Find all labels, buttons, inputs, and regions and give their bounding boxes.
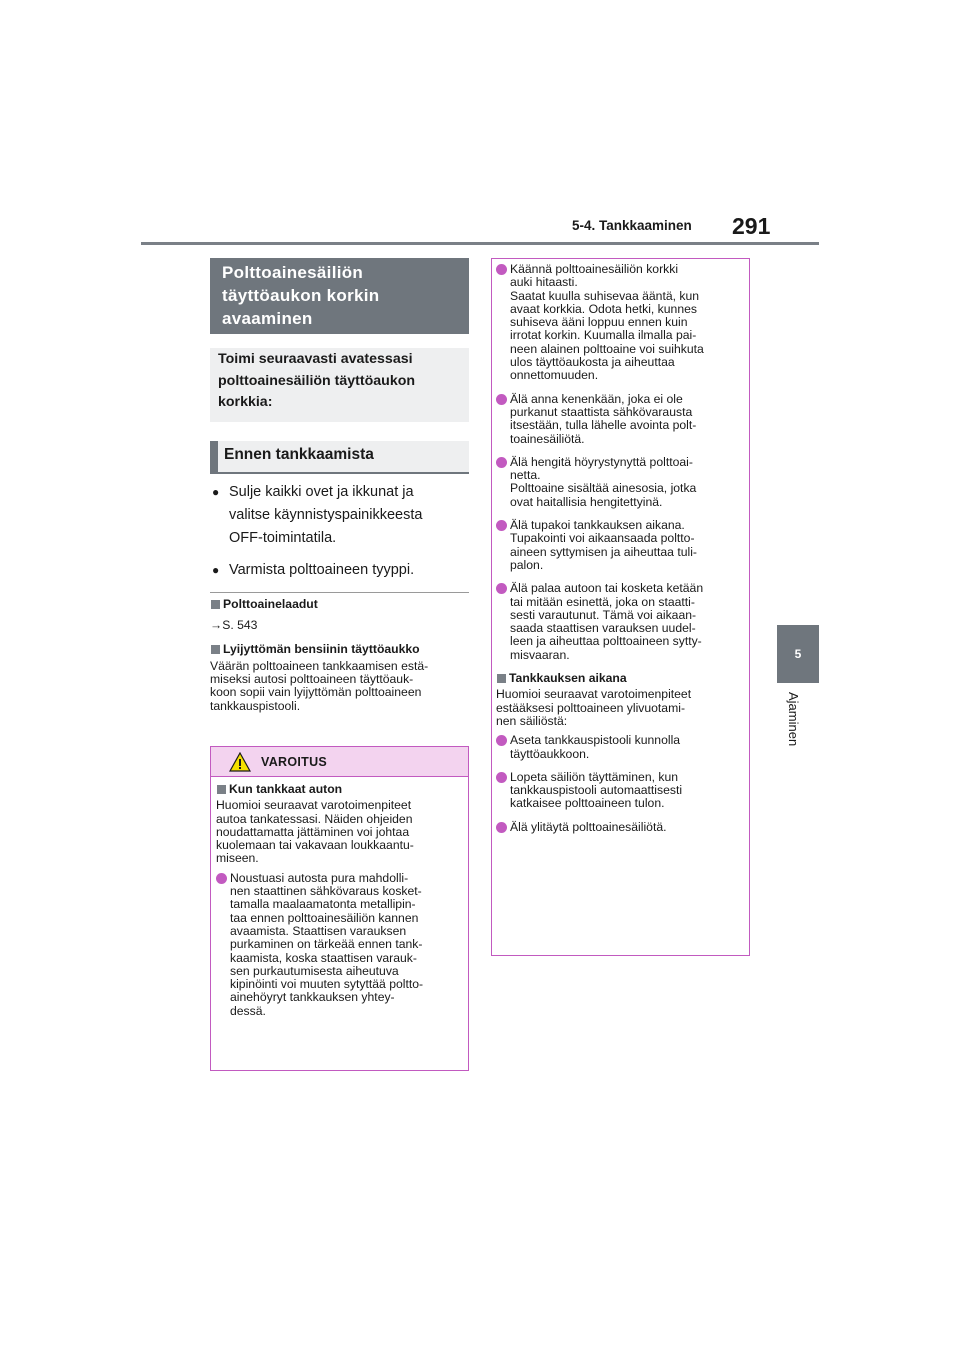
step-list xyxy=(212,481,470,591)
warning-line: ulos täyttöaukosta ja aiheuttaa xyxy=(510,355,675,370)
list-item xyxy=(212,481,470,550)
step-line: OFF-toimintatila. xyxy=(229,530,337,546)
note-heading: Lyijyttömän bensiinin täyttöaukko xyxy=(210,643,470,656)
warning-line: taa ennen polttoainesäiliön kannen xyxy=(230,910,419,925)
warning-bullet xyxy=(496,734,745,761)
bullet-dot-icon xyxy=(496,583,507,594)
warning-line: sesti varautunut. Tämä voi aikaan- xyxy=(510,607,697,622)
warning-line: Älä hengitä höyrystynyttä polttoai- xyxy=(510,454,693,469)
chapter-label: Ajaminen xyxy=(786,692,801,747)
warning-line: tai mitään esinettä, joka on staatti- xyxy=(510,594,695,609)
warning-line: netta. xyxy=(510,468,541,483)
warning-line: auki hitaasti. xyxy=(510,275,578,290)
warning-line: ovat haitallisia hengitettyinä. xyxy=(510,494,663,509)
bullet-dot-icon xyxy=(496,772,507,783)
warning-bullet xyxy=(496,771,745,811)
warning-line: kaamista, koska staattisen varauk- xyxy=(230,950,417,965)
step-line: valitse käynnistyspainikkeesta xyxy=(229,507,423,523)
warning-heading: Kun tankkaat auton xyxy=(216,783,464,796)
title-line: täyttöaukon korkin xyxy=(222,286,380,305)
warning-line: Älä ylitäytä polttoainesäiliötä. xyxy=(510,819,667,834)
warning-line: palon. xyxy=(510,557,544,572)
warning-line: katkaisee polttoaineen tulon. xyxy=(510,796,665,811)
warning-line: purkanut staattista sähkövarausta xyxy=(510,404,693,419)
warning-line: Polttoaine sisältää ainesosia, jotka xyxy=(510,481,697,496)
bullet-dot-icon xyxy=(216,873,227,884)
warning-line: noudattamatta jättäminen voi johtaa xyxy=(216,824,410,839)
note-line: koon sopii vain lyijyttömän polttoaineen xyxy=(210,685,422,700)
warning-line: sen purkautumisesta aiheutuva xyxy=(230,963,399,978)
warning-bullet xyxy=(496,519,745,572)
note-line: miseksi autosi polttoaineen täyttöauk- xyxy=(210,672,414,687)
warning-label: VAROITUS xyxy=(261,754,328,769)
warning-line: kuolemaan tai vakavaan loukkaantu- xyxy=(216,838,414,853)
warning-line: tankkauspistooli automaattisesti xyxy=(510,783,683,798)
warning-intro xyxy=(496,688,745,728)
warning-line: aineen syttymisen ja aiheuttaa tuli- xyxy=(510,544,697,559)
warning-bullet xyxy=(496,582,745,662)
section-divider xyxy=(210,592,469,593)
intro-line: polttoainesäiliön täyttöaukon xyxy=(218,372,416,389)
warning-line: Lopeta säiliön täyttäminen, kun xyxy=(510,769,679,784)
warning-box xyxy=(210,746,469,1071)
intro-line: korkkia: xyxy=(218,394,273,410)
warning-line: neen alainen polttoaine voi suihkuta xyxy=(510,341,704,356)
warning-bullet xyxy=(496,393,745,446)
bullet-dot-icon xyxy=(496,394,507,405)
bullet-dot-icon xyxy=(496,520,507,531)
note-line: tankkauspistooli. xyxy=(210,698,301,713)
warning-line: Noustuasi autosta pura mahdolli- xyxy=(230,870,409,885)
bullet-dot-icon xyxy=(496,264,507,275)
warning-line: Aseta tankkauspistooli kunnolla xyxy=(510,733,681,748)
warning-body xyxy=(211,777,468,1018)
title-line: avaaminen xyxy=(222,309,313,328)
warning-line: saada staattisen varauksen uudel- xyxy=(510,621,696,636)
warning-line: miseen. xyxy=(216,851,259,866)
warning-line: Älä tupakoi tankkauksen aikana. xyxy=(510,518,685,533)
warning-line: irrotat korkin. Kuumalla ilmalla pai- xyxy=(510,328,697,343)
chapter-tab: 5 xyxy=(777,625,819,683)
note-text xyxy=(210,660,470,713)
warning-line: itsestään, tulla lähelle avointa polt- xyxy=(510,418,697,433)
warning-line: täyttöaukkoon. xyxy=(510,746,590,761)
section-title: 5-4. Tankkaaminen xyxy=(572,218,692,233)
step-line: ● Varmista polttoaineen tyyppi. xyxy=(229,562,415,578)
warning-line: Käännä polttoainesäiliön korkki xyxy=(510,262,679,276)
notes-section xyxy=(210,598,470,721)
bullet-dot-icon xyxy=(496,822,507,833)
warning-box-continued xyxy=(491,258,750,956)
warning-body xyxy=(492,259,749,834)
warning-line: nen staattinen sähkövaraus kosket- xyxy=(230,884,422,899)
warning-line: avaat korkkia. Odota hetki, kunnes xyxy=(510,301,697,316)
warning-line: Älä anna kenenkään, joka ei ole xyxy=(510,391,683,406)
subheading: Ennen tankkaamista xyxy=(210,441,469,474)
warning-line: estääksesi polttoaineen ylivuotami- xyxy=(496,700,686,715)
warning-line: avaamista. Staattisen varauksen xyxy=(230,923,407,938)
page-reference: →S. 543 xyxy=(210,618,258,633)
note-heading: Polttoainelaadut xyxy=(210,598,470,611)
warning-bullet xyxy=(496,456,745,509)
title-line: Polttoainesäiliön xyxy=(222,263,364,282)
warning-line: ainehöyryt tankkauksen yhtey- xyxy=(230,990,395,1005)
warning-line: tamalla maalaamatonta metallipin- xyxy=(230,897,416,912)
warning-header xyxy=(211,747,468,777)
intro-box xyxy=(210,348,469,422)
warning-line: Huomioi seuraavat varotoimenpiteet xyxy=(216,798,412,813)
page-number: 291 xyxy=(732,213,771,239)
step-line: ● Sulje kaikki ovet ja ikkunat ja xyxy=(229,484,414,500)
warning-line: onnettomuuden. xyxy=(510,368,599,383)
warning-line: Älä palaa autoon tai kosketa ketään xyxy=(510,581,704,596)
warning-bullet xyxy=(216,872,464,1018)
warning-line: toainesäiliötä. xyxy=(510,431,585,446)
list-item xyxy=(212,559,470,582)
warning-line: dessä. xyxy=(230,1003,266,1018)
warning-bullet xyxy=(496,263,745,383)
page-title xyxy=(210,258,469,334)
warning-line: purkaminen on tärkeää ennen tank- xyxy=(230,937,423,952)
warning-line: kipinöinti voi muuten sytyttää poltto- xyxy=(230,977,424,992)
warning-bullet xyxy=(496,821,745,834)
warning-heading: Tankkauksen aikana xyxy=(496,672,745,685)
warning-line: misvaaran. xyxy=(510,647,570,662)
bullet-dot-icon xyxy=(496,735,507,746)
warning-line: autoa tankatessasi. Näiden ohjeiden xyxy=(216,811,413,826)
warning-line: Saatat kuulla suhisevaa ääntä, kun xyxy=(510,288,700,303)
intro-line: Toimi seuraavasti avatessasi xyxy=(218,351,413,367)
warning-line: leen ja aiheuttaa polttoaineen sytty- xyxy=(510,634,702,649)
warning-line: Tupakointi voi aikaansaada poltto- xyxy=(510,531,695,546)
bullet-dot-icon xyxy=(496,457,507,468)
note-line: Väärän polttoaineen tankkaamisen estä- xyxy=(210,658,429,673)
warning-intro xyxy=(216,799,464,865)
warning-triangle-icon xyxy=(229,752,251,772)
warning-line: Huomioi seuraavat varotoimenpiteet xyxy=(496,687,692,702)
warning-line: nen säiliöstä: xyxy=(496,713,568,728)
warning-line: suhiseva ääni loppuu ennen kuin xyxy=(510,315,688,330)
header-divider xyxy=(141,242,819,245)
